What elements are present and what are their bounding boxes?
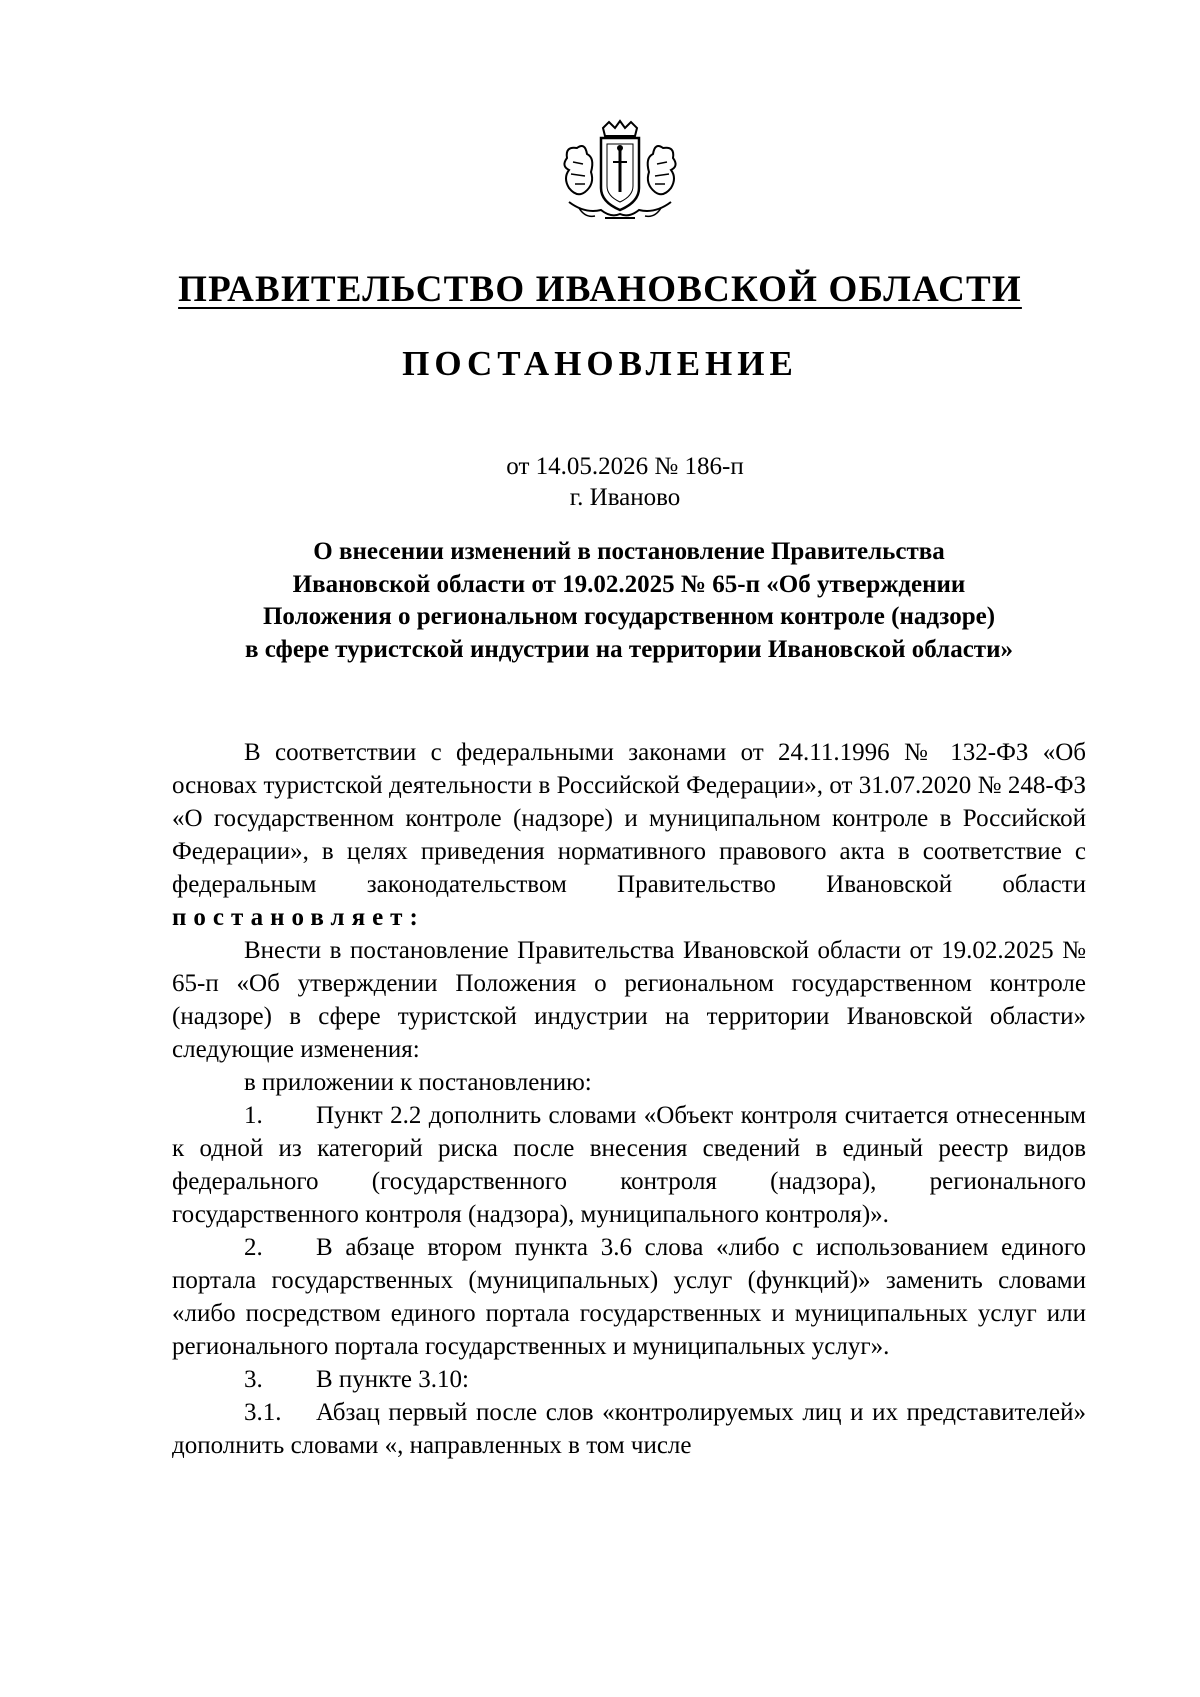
item-1-paragraph [172, 1099, 1086, 1231]
item-3-paragraph [172, 1363, 1086, 1396]
heading-line: О внесении изменений в постановление Правительства [313, 538, 945, 565]
document-type: ПОСТАНОВЛЕНИЕ [402, 344, 798, 383]
item-text: Абзац первый после слов «контролируемых лиц и их представителей» дополнить словами «, направленных в том числе [172, 1399, 1086, 1459]
preamble-text: В соответствии с федеральными законами от 24.11.1996 № 132-ФЗ «Об основах туристской деятельности в Российской Федерации», от 31.07.2020 № 248-ФЗ «О государственном контроле (надзоре) и муниципальном контроле в Российской Федерации», в целях приведения нормативного правового акта в соответствие с федеральным законодательством Правительство Ивановской области [172, 739, 1086, 898]
preamble-paragraph [172, 736, 1086, 934]
document-heading [172, 536, 1086, 666]
annex-paragraph: в приложении к постановлению: [244, 1069, 592, 1096]
heading-line: в сфере туристской индустрии на территории Ивановской области» [245, 635, 1013, 663]
government-title: ПРАВИТЕЛЬСТВО ИВАНОВСКОЙ ОБЛАСТИ [178, 269, 1022, 310]
document-city: г. Иваново [569, 484, 681, 511]
item-3-1-paragraph [172, 1396, 1086, 1462]
item-text: В пункте 3.10: [316, 1366, 469, 1393]
resolves-keyword: постановляет: [172, 904, 425, 931]
document-body [172, 736, 1086, 1462]
heading-line: Положения о региональном государственном контроле (надзоре) [262, 603, 996, 630]
heading-line: Ивановской области от 19.02.2025 № 65-п «Об утверждении [292, 570, 966, 598]
coat-of-arms-emblem [555, 118, 685, 228]
item-number: 3.1. [244, 1399, 282, 1426]
item-number: 2. [244, 1234, 263, 1261]
item-2-paragraph [172, 1231, 1086, 1363]
item-number: 1. [244, 1102, 263, 1129]
intro-paragraph: Внести в постановление Правительства Ивановской области от 19.02.2025 № 65-п «Об утверждении Положения о региональном государственном контроле (надзоре) в сфере туристской индустрии на территории Ивановской области» следующие изменения: [172, 937, 1086, 1063]
item-text: Пункт 2.2 дополнить словами «Объект контроля считается отнесенным к одной из категорий риска после внесения сведений в единый реестр видов федерального (государственного контроля (надзора), регионального государственного контроля (надзора), муниципального контроля)». [172, 1102, 1086, 1228]
item-text: В абзаце втором пункта 3.6 слова «либо с использованием единого портала государственных (муниципальных) услуг (функций)» заменить словами «либо посредством единого портала государственных и муниципальных услуг или регионального портала государственных и муниципальных услуг». [172, 1234, 1086, 1360]
item-number: 3. [244, 1366, 263, 1393]
document-date-number: от 14.05.2026 № 186-п [506, 453, 744, 480]
